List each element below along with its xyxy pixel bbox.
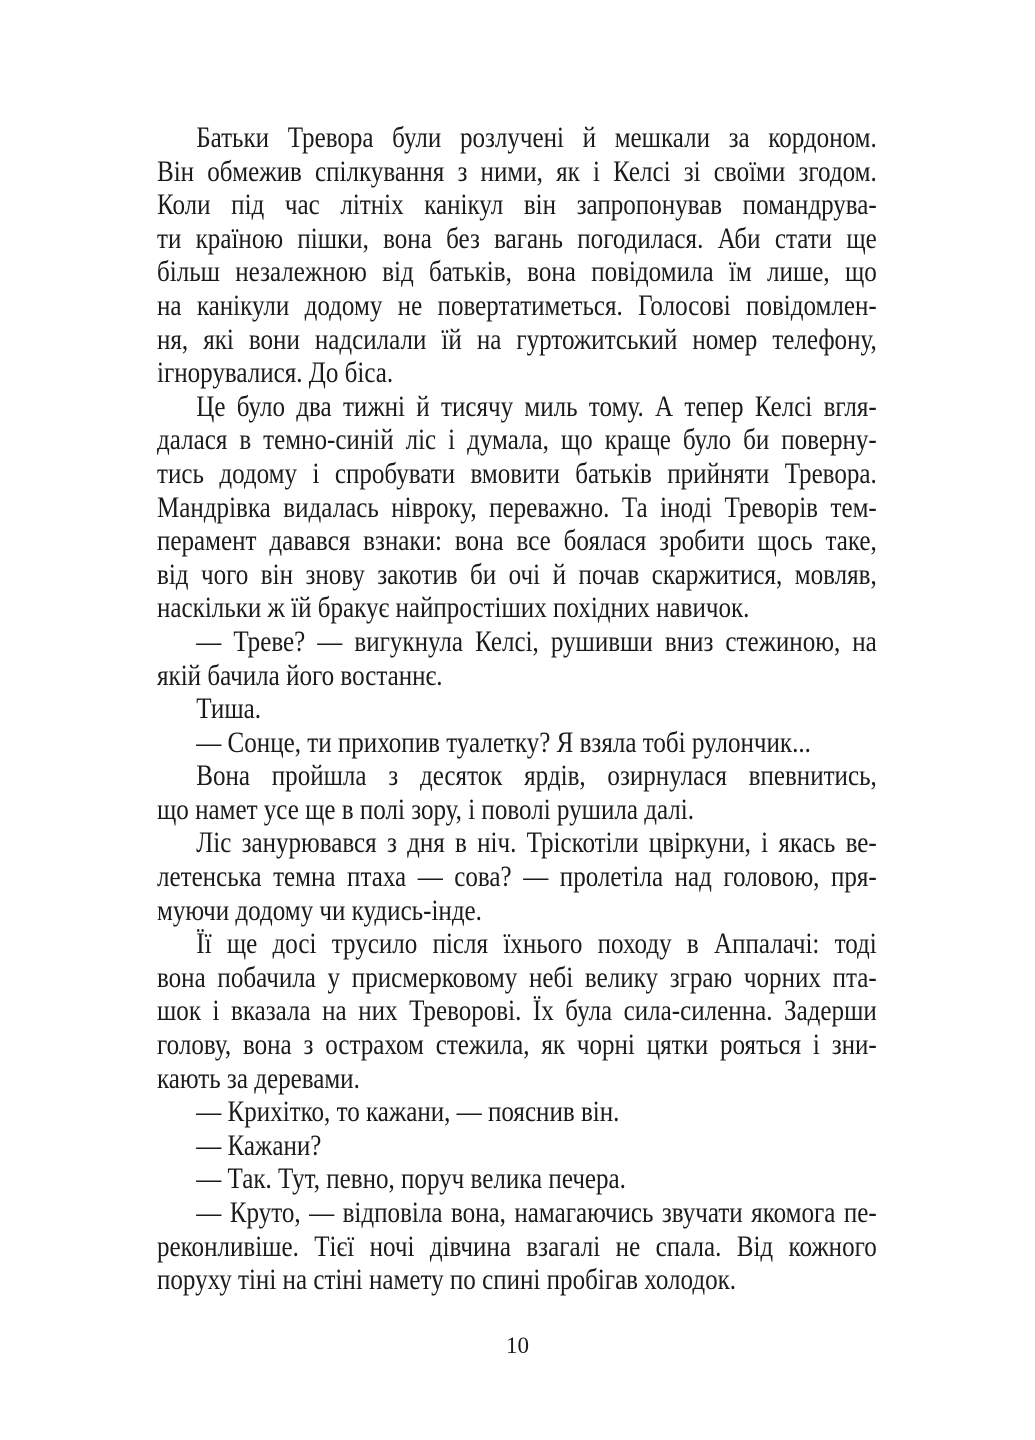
text-line: вона побачила у присмерковому небі велику зграю чорних пта- [157, 960, 877, 994]
text-line: якій бачила його востаннє. [157, 658, 443, 692]
text-line: Мандрівка видалась нівроку, переважно. Та іноді Треворів тем- [157, 490, 877, 524]
paragraph [157, 390, 877, 625]
paragraph [157, 1196, 877, 1297]
text-line: — Так. Тут, певно, поруч велика печера. [196, 1162, 626, 1196]
text-line: від чого він знову закотив би очі й почав скаржитися, мовляв, [157, 557, 877, 591]
text-line: — Треве? — вигукнула Келсі, рушивши вниз стежиною, на [196, 624, 877, 658]
text-line: Коли під час літніх канікул він запропонував помандрува- [157, 188, 877, 222]
text-line: муючи додому чи кудись-інде. [157, 893, 482, 927]
text-line: Ліс занурювався з дня в ніч. Тріскотіли цвіркуни, і якась ве- [196, 826, 877, 860]
text-block [157, 121, 877, 1297]
paragraph [157, 1095, 877, 1129]
text-line: Це було два тижні й тисячу миль тому. А тепер Келсі вгля- [196, 389, 877, 423]
page-number: 10 [506, 1333, 529, 1358]
paragraph [157, 692, 877, 726]
paragraph [157, 625, 877, 692]
text-line: ти країною пішки, вона без вагань погодилася. Аби стати ще [157, 221, 877, 255]
text-line: Батьки Тревора були розлучені й мешкали за кордоном. [196, 121, 877, 154]
text-line: наскільки ж їй бракує найпростіших похідних навичок. [157, 591, 750, 625]
text-line: Тиша. [196, 692, 262, 726]
text-line: летенська темна птаха — сова? — пролетіла над головою, пря- [157, 860, 877, 894]
paragraph [157, 759, 877, 826]
text-line: ня, які вони надсилали їй на гуртожитський номер телефону, [157, 322, 877, 356]
text-line: кають за деревами. [157, 1061, 360, 1095]
text-line: Вона пройшла з десяток ярдів, озирнулася впевнитись, [196, 759, 877, 793]
text-line: — Сонце, ти прихопив туалетку? Я взяла тобі рулончик... [196, 725, 811, 759]
paragraph [157, 726, 877, 760]
text-line: ігнорувалися. До біса. [157, 356, 394, 390]
paragraph [157, 121, 877, 390]
text-line: шок і вказала на них Треворові. Їх була сила-силенна. Задерши [157, 994, 877, 1028]
text-line: реконливіше. Тієї ночі дівчина взагалі не спала. Від кожного [157, 1229, 877, 1263]
text-line: далася в темно-синій ліс і думала, що краще було би поверну- [157, 423, 877, 457]
paragraph [157, 927, 877, 1095]
text-line: більш незалежною від батьків, вона повідомила їм лише, що [157, 255, 877, 289]
paragraph [157, 1129, 877, 1163]
text-line: — Кажани? [196, 1128, 322, 1162]
text-line: голову, вона з острахом стежила, як чорні цятки рояться і зни- [157, 1028, 877, 1062]
text-line: перамент давався взнаки: вона все боялася зробити щось таке, [157, 524, 877, 558]
paragraph [157, 1162, 877, 1196]
text-line: поруху тіні на стіні намету по спині пробігав холодок. [157, 1263, 737, 1297]
text-line: Її ще досі трусило після їхнього походу в Аппалачі: тоді [196, 927, 877, 961]
text-line: — Крихітко, то кажани, — пояснив він. [196, 1095, 620, 1129]
text-line: тись додому і спробувати вмовити батьків прийняти Тревора. [157, 456, 877, 490]
text-line: Він обмежив спілкування з ними, як і Келсі зі своїми згодом. [157, 154, 877, 188]
text-line: що намет усе ще в полі зору, і поволі рушила далі. [157, 792, 695, 826]
paragraph [157, 826, 877, 927]
text-line: на канікули додому не повертатиметься. Голосові повідомлен- [157, 288, 877, 322]
text-line: — Круто, — відповіла вона, намагаючись звучати якомога пе- [196, 1196, 877, 1229]
